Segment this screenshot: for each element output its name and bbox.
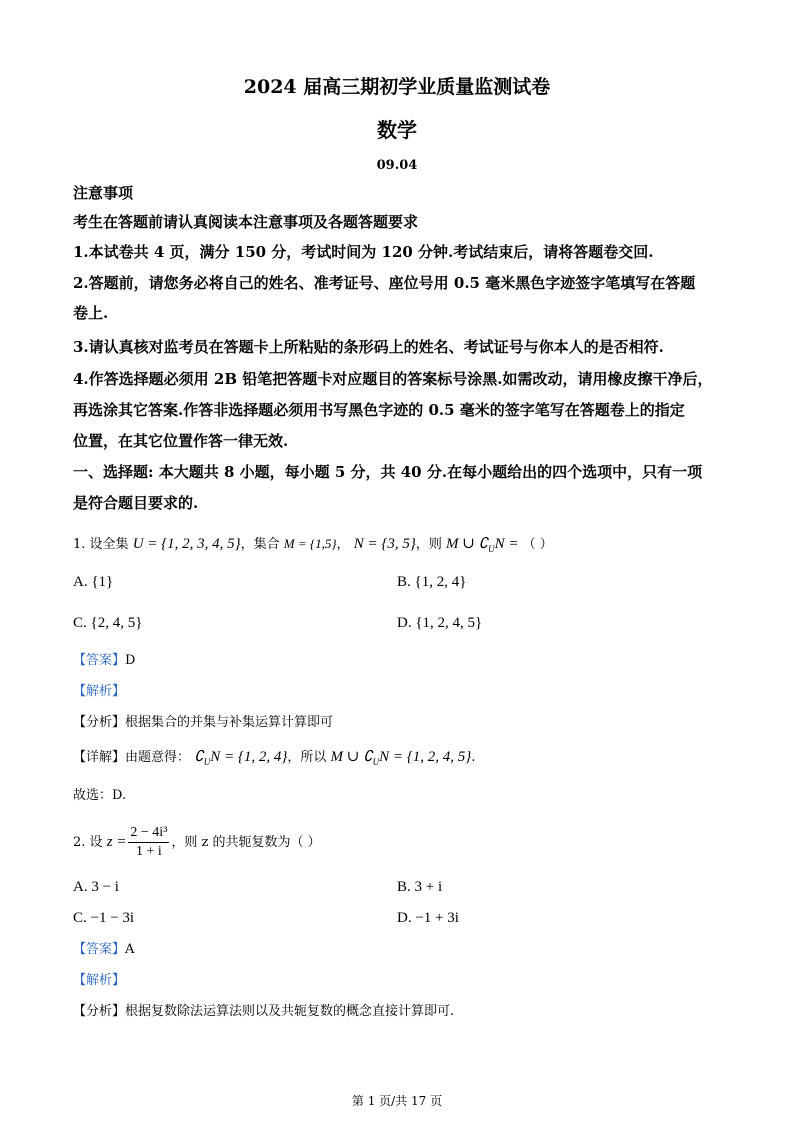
q1-option-b-text: B. {1, 2, 4}: [397, 574, 467, 590]
question-2: [73, 822, 321, 862]
notes-item-4a: 4.作答选择题必须用 2B 铅笔把答题卡对应题目的答案标号涂黑.如需改动，请用橡皮擦干净后，: [73, 370, 713, 388]
q1-answer-tag: 【答案】: [73, 653, 126, 668]
section-heading-line1: 一、选择题: 本大题共 8 小题，每小题 5 分，共 40 分.在每小题给出的四个选项中，只有一项: [73, 463, 703, 481]
q2-option-d-text: D. −1 + 3i: [397, 910, 459, 926]
q1-fenxi-tag: 【分析】: [73, 715, 126, 730]
section-heading-line2: 是符合题目要求的.: [73, 494, 199, 512]
q1-detail-text1: 由题意得：: [125, 750, 191, 765]
q1-analysis: [73, 682, 125, 702]
q2-answer: [73, 940, 134, 960]
q1-detail-expr1-main: ∁: [194, 749, 204, 765]
q1-expr-end: N =: [494, 536, 519, 552]
q1-prefix: 1. 设全集: [73, 537, 129, 552]
q1-sep: ，: [336, 537, 350, 552]
q1-expression: [446, 536, 519, 552]
q1-detail: [73, 747, 475, 772]
q1-choose: [73, 786, 126, 806]
notes-item-4c: 位置，在其它位置作答一律无效.: [73, 432, 289, 450]
notes-intro: 考生在答题前请认真阅读本注意事项及各题答题要求: [73, 213, 419, 231]
q1-paren: （ ）: [522, 537, 553, 552]
q2-analysis: [73, 971, 125, 991]
q1-mid2: ，则: [415, 537, 442, 552]
q2-answer-tag: 【答案】: [73, 942, 126, 957]
q2-answer-value: A: [125, 942, 135, 957]
notes-heading: 注意事项: [73, 184, 134, 202]
q2-numerator: 2 − 4i³: [128, 824, 169, 843]
notes-item-4b: 再选涂其它答案.作答非选择题必须用书写黑色字迹的 0.5 毫米的签字笔写在答题卷上的指定: [73, 401, 685, 419]
notes-item-3: 3.请认真核对监考员在答题卡上所粘贴的条形码上的姓名、考试证号与你本人的是否相符.: [73, 338, 664, 356]
q1-detail-expr2: [331, 749, 472, 765]
q1-expr-main: M ∪ ∁: [445, 536, 489, 552]
q1-option-d-text: D. {1, 2, 4, 5}: [397, 615, 483, 631]
q1-option-a: [73, 572, 113, 593]
q2-option-a-text: A. 3 − i: [73, 879, 119, 895]
notes-item-2b: 卷上.: [73, 304, 109, 322]
q1-choose-text: 故选：D.: [73, 788, 127, 803]
q1-fenxi-text: 根据集合的并集与补集运算计算即可: [125, 715, 334, 730]
q2-fraction: [128, 824, 169, 861]
q1-detail-end: .: [471, 750, 476, 765]
question-1: [73, 534, 553, 559]
q1-answer-value: D: [125, 653, 136, 668]
q1-detail-expr2-end: N = {1, 2, 4, 5}: [379, 749, 472, 765]
q2-suffix: ，则 z 的共轭复数为（ ）: [171, 835, 321, 850]
q1-option-a-text: A. {1}: [73, 574, 114, 590]
q1-option-c: [73, 613, 142, 634]
q2-analysis-tag: 【解析】: [73, 973, 126, 988]
q2-option-b-text: B. 3 + i: [397, 879, 443, 895]
q1-fenxi: [73, 713, 333, 733]
q1-analysis-tag: 【解析】: [73, 684, 126, 699]
q1-detail-tag: 【详解】: [73, 750, 126, 765]
q1-detail-expr1: [194, 749, 287, 765]
exam-date: 09.04: [376, 158, 418, 173]
q1-set-n: N = {3, 5}: [353, 536, 416, 552]
subject-title: 数学: [377, 118, 417, 142]
q1-option-d: [397, 613, 482, 634]
q1-detail-text2: ，所以: [287, 750, 327, 765]
q1-mid1: ，集合: [240, 537, 280, 552]
q2-option-b: [397, 877, 442, 898]
q1-set-m: M = {1,5}: [283, 536, 337, 551]
q2-z-eq: z =: [106, 834, 127, 850]
exam-title: 2024 届高三期初学业质量监测试卷: [243, 76, 551, 98]
q2-denominator: 1 + i: [136, 844, 162, 859]
q1-detail-expr2-sub: U: [372, 757, 380, 767]
q2-fenxi-text: 根据复数除法运算法则以及共轭复数的概念直接计算即可.: [125, 1004, 455, 1019]
q1-option-c-text: C. {2, 4, 5}: [73, 615, 143, 631]
page-footer: 第 1 页/共 17 页: [351, 1094, 443, 1108]
q2-option-a: [73, 877, 119, 898]
q2-fenxi-tag: 【分析】: [73, 1004, 126, 1019]
q1-detail-expr2-main: M ∪ ∁: [330, 749, 373, 765]
notes-item-1: 1.本试卷共 4 页，满分 150 分，考试时间为 120 分钟.考试结束后，请将答题卷交回.: [73, 243, 654, 261]
q2-option-c: [73, 908, 134, 929]
q1-universal-set: U = {1, 2, 3, 4, 5}: [132, 536, 241, 552]
notes-item-2a: 2.答题前，请您务必将自己的姓名、准考证号、座位号用 0.5 毫米黑色字迹签字笔填写在答题: [73, 274, 696, 292]
q1-option-b: [397, 572, 466, 593]
q2-option-c-text: C. −1 − 3i: [73, 910, 135, 926]
q1-detail-expr1-sub: U: [203, 757, 211, 767]
q2-option-d: [397, 908, 459, 929]
q2-prefix: 2. 设: [73, 835, 103, 850]
q1-answer: [73, 651, 135, 671]
q1-detail-expr1-end: N = {1, 2, 4}: [210, 749, 288, 765]
q2-fenxi: [73, 1002, 454, 1022]
q1-expr-sub: U: [488, 544, 495, 554]
